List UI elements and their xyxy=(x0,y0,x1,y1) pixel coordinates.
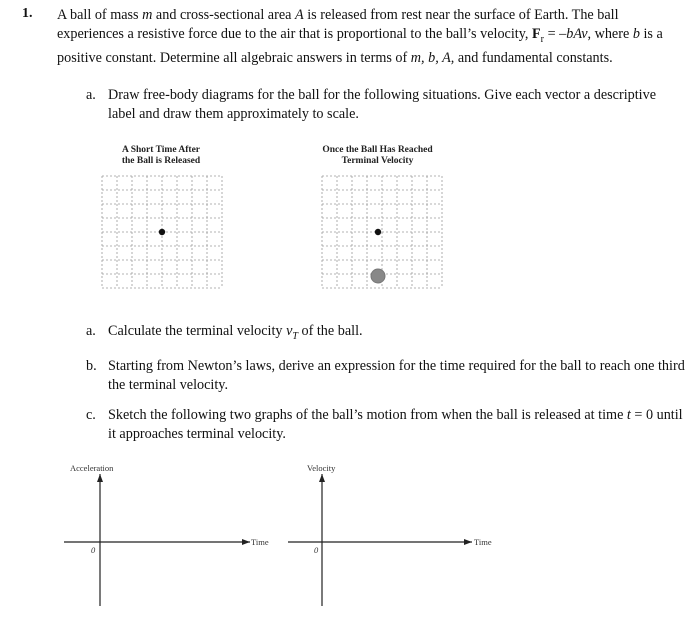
intro-text-6: is a positive constant. Determine all algebraic answers in terms of xyxy=(57,26,663,66)
part-c xyxy=(86,406,686,446)
graph-velocity-ylabel: Velocity xyxy=(307,463,336,473)
force-symbol: F xyxy=(532,26,541,42)
diagram-title-line1: A Short Time After xyxy=(121,145,201,155)
graph-velocity-axes xyxy=(282,474,482,614)
ball-dot xyxy=(159,229,165,235)
graph-acceleration-origin: 0 xyxy=(91,545,96,555)
intro-text-4: = – xyxy=(544,26,567,42)
part-text: Starting from Newton’s laws, derive an expression for the time required for the ball to reach one third the terminal velocity. xyxy=(108,358,685,393)
x-axis-arrow xyxy=(464,539,472,545)
fbd-grid-terminal xyxy=(320,172,444,292)
part-text xyxy=(108,322,363,346)
part-text-before: Calculate the terminal velocity xyxy=(108,323,287,339)
diagram-title-line2: the Ball is Released xyxy=(121,156,201,166)
graph-acceleration-xlabel: Time xyxy=(251,537,269,547)
part-a-terminal-velocity xyxy=(86,322,686,342)
var-v-subscript: T xyxy=(292,330,298,342)
var-A: A xyxy=(294,7,304,23)
intro-text-7: and fundamental constants. xyxy=(454,49,613,66)
part-a-fbd xyxy=(86,86,686,126)
diagram-title-terminal xyxy=(300,145,455,167)
var-v: v xyxy=(286,323,293,339)
ball-marker-gray xyxy=(371,269,385,283)
part-text-eq: = 0 until it approaches terminal velocity. xyxy=(108,407,683,442)
ball-dot xyxy=(375,229,381,235)
part-label: a. xyxy=(86,87,96,103)
part-text xyxy=(108,406,683,444)
graph-velocity-xlabel: Time xyxy=(474,537,492,547)
graph-velocity-origin: 0 xyxy=(314,545,319,555)
graph-acceleration-ylabel: Acceleration xyxy=(70,463,114,473)
var-t: t xyxy=(626,407,631,423)
force-subscript: r xyxy=(540,33,545,45)
intro-text-3: is released from rest near the surface of Earth. The ball experiences a resistive force due to the air that is proportional to the ball’s velocity, xyxy=(57,7,619,42)
x-axis-arrow xyxy=(242,539,250,545)
y-axis-arrow xyxy=(319,474,325,482)
y-axis-arrow xyxy=(97,474,103,482)
diagram-title-released xyxy=(96,145,226,167)
fbd-grid-released xyxy=(100,172,224,292)
diagram-title-line1: Once the Ball Has Reached xyxy=(322,145,433,155)
intro-text-5: , where xyxy=(587,26,633,42)
diagram-title-line2: Terminal Velocity xyxy=(341,156,414,166)
part-text: Draw free-body diagrams for the ball for the following situations. Give each vector a descriptive label and draw them approximately to scale. xyxy=(108,87,656,122)
part-text-after: of the ball. xyxy=(297,323,363,339)
part-text-before: Sketch the following two graphs of the ball’s motion from when the ball is released at time xyxy=(108,407,627,423)
question-number: 1. xyxy=(22,6,33,21)
part-label: a. xyxy=(86,323,96,339)
part-b xyxy=(86,357,686,397)
var-b: b xyxy=(632,26,640,42)
part-label: c. xyxy=(86,407,96,423)
var-m: m xyxy=(142,7,153,23)
part-label: b. xyxy=(86,358,97,374)
question-intro xyxy=(57,6,687,68)
var-list: m, b, A, xyxy=(410,49,455,66)
force-expression: bAv xyxy=(566,26,588,42)
intro-text-1: A ball of mass xyxy=(57,7,143,23)
graph-acceleration-axes xyxy=(60,474,280,614)
intro-text-2: and cross-sectional area xyxy=(152,7,295,23)
